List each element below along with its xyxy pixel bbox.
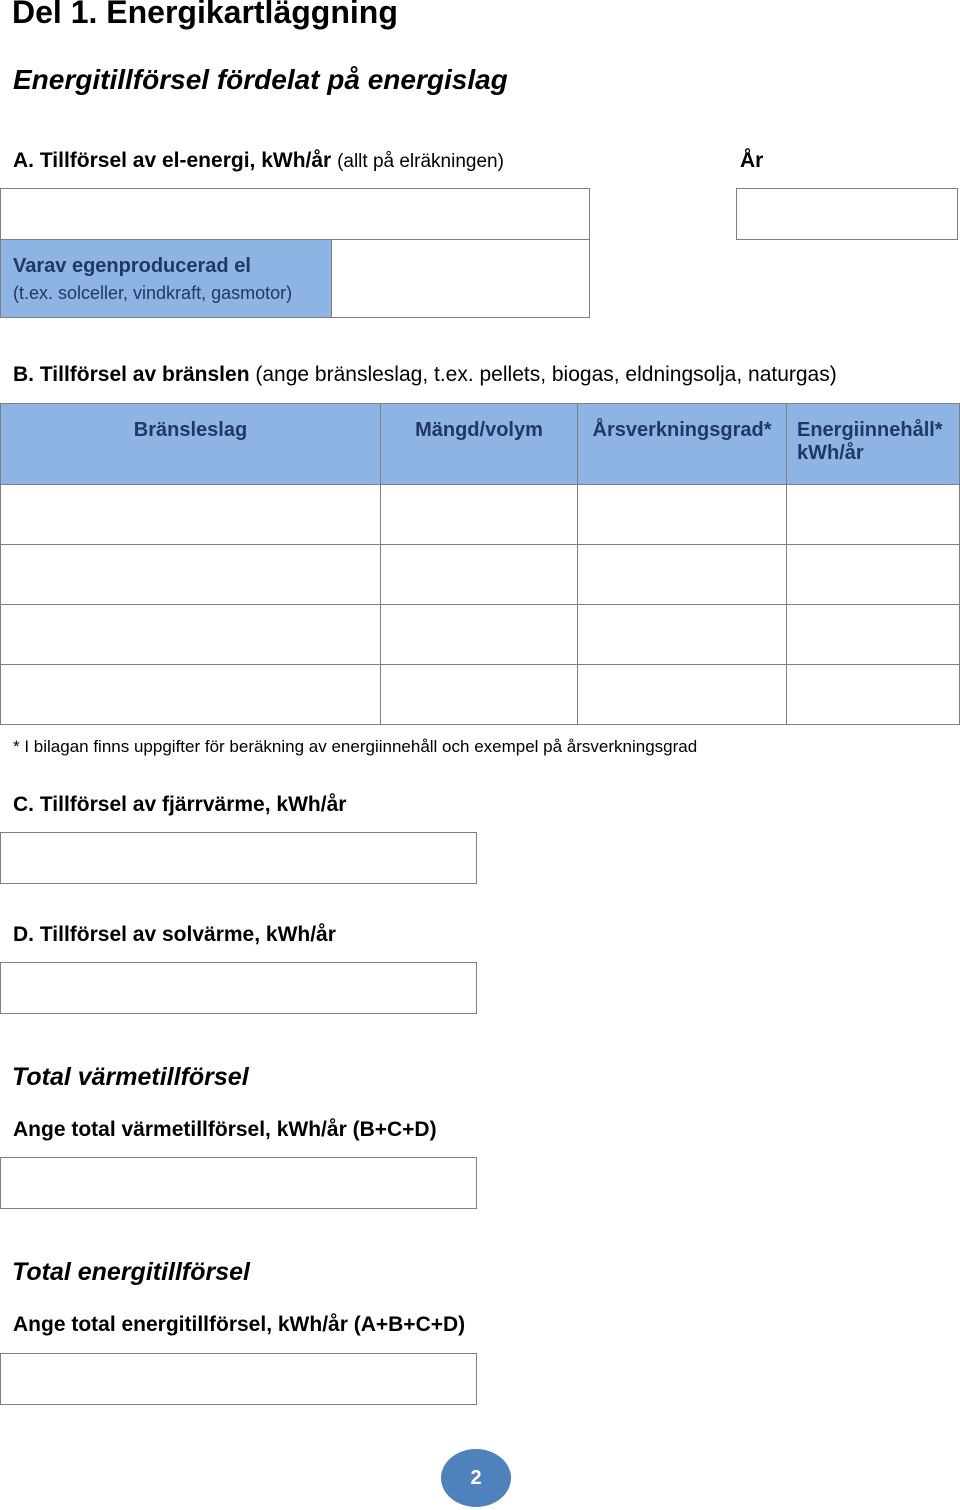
table-row [1, 485, 960, 545]
page-subtitle: Energitillförsel fördelat på energislag [13, 64, 508, 95]
efficiency-cell[interactable] [578, 545, 787, 605]
solar-heat-input[interactable] [0, 962, 477, 1014]
selfproduced-label: Varav egenproducerad el [13, 255, 251, 277]
table-row [1, 545, 960, 605]
efficiency-cell[interactable] [578, 485, 787, 545]
el-energy-input[interactable] [0, 188, 590, 240]
selfproduced-label-cell [0, 239, 332, 318]
selfproduced-examples: (t.ex. solceller, vindkraft, gasmotor) [13, 283, 293, 303]
section-c-heading: C. Tillförsel av fjärrvärme, kWh/år [13, 793, 347, 816]
energy-content-cell[interactable] [787, 485, 960, 545]
page-number: 2 [470, 1466, 482, 1489]
section-b-heading-note: (ange bränsleslag, t.ex. pellets, biogas, eldningsolja, naturgas) [255, 363, 837, 386]
efficiency-cell[interactable] [578, 665, 787, 725]
efficiency-cell[interactable] [578, 605, 787, 665]
quantity-cell[interactable] [381, 485, 578, 545]
district-heating-input[interactable] [0, 832, 477, 884]
energy-content-cell[interactable] [787, 665, 960, 725]
total-heat-input[interactable] [0, 1157, 477, 1209]
footnote: * I bilagan finns uppgifter för beräkning av energiinnehåll och exempel på årsverkningsgrad [13, 737, 698, 756]
fuel-table [0, 403, 960, 725]
page-number-badge [441, 1449, 511, 1507]
energy-content-cell[interactable] [787, 545, 960, 605]
total-energy-label: Ange total energitillförsel, kWh/år (A+B+C+D) [13, 1313, 466, 1336]
col-header-fuel-type: Bränsleslag [1, 404, 381, 485]
quantity-cell[interactable] [381, 605, 578, 665]
total-heat-title: Total värmetillförsel [12, 1063, 249, 1091]
quantity-cell[interactable] [381, 545, 578, 605]
section-b-heading [13, 363, 837, 387]
quantity-cell[interactable] [381, 665, 578, 725]
fuel-table-header [1, 404, 960, 485]
year-label: År [740, 149, 764, 172]
fuel-type-cell[interactable] [1, 605, 381, 665]
fuel-type-cell[interactable] [1, 665, 381, 725]
section-a-heading-bold: A. Tillförsel av el-energi, kWh/år [13, 149, 332, 172]
section-a-heading [13, 149, 504, 173]
fuel-type-cell[interactable] [1, 485, 381, 545]
col-header-quantity: Mängd/volym [381, 404, 578, 485]
col-header-energy-content: Energiinnehåll* kWh/år [787, 404, 960, 485]
total-heat-label: Ange total värmetillförsel, kWh/år (B+C+D) [13, 1118, 437, 1141]
table-row [1, 605, 960, 665]
section-a-heading-note: (allt på elräkningen) [337, 151, 504, 172]
energy-content-cell[interactable] [787, 605, 960, 665]
fuel-type-cell[interactable] [1, 545, 381, 605]
year-input[interactable] [736, 188, 958, 240]
page-title: Del 1. Energikartläggning [12, 0, 398, 30]
total-energy-input[interactable] [0, 1353, 477, 1405]
table-row [1, 665, 960, 725]
total-energy-title: Total energitillförsel [12, 1258, 251, 1286]
section-b-heading-bold: B. Tillförsel av bränslen [13, 363, 250, 386]
section-d-heading: D. Tillförsel av solvärme, kWh/år [13, 923, 336, 946]
col-header-efficiency: Årsverkningsgrad* [578, 404, 787, 485]
selfproduced-input[interactable] [331, 239, 590, 318]
